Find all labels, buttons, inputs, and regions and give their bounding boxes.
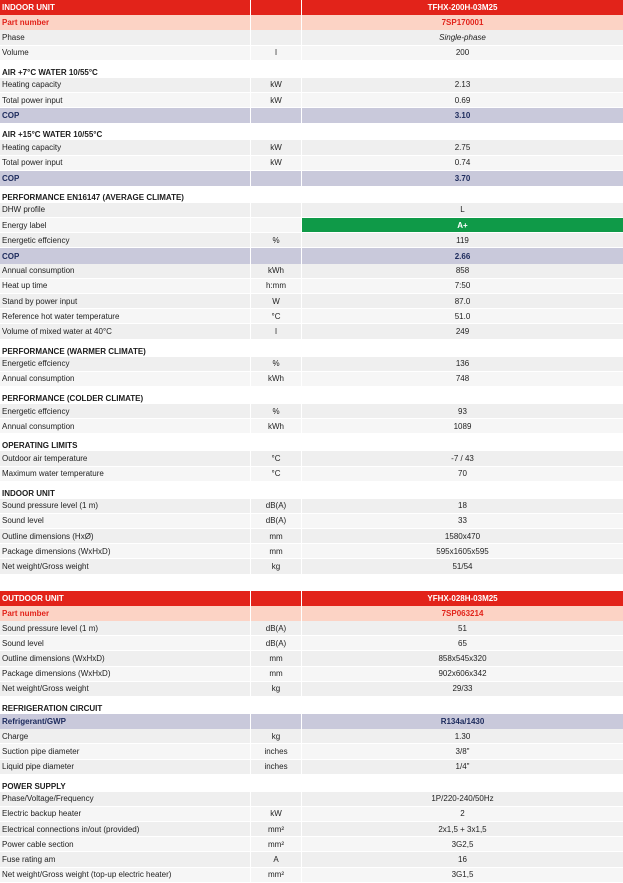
table-row: DHW profile L — [0, 203, 623, 218]
table-row: Package dimensions (WxHxD) mm 595x1605x595 — [0, 544, 623, 559]
table-row: Sound level dB(A) 65 — [0, 636, 623, 651]
table-row: Suction pipe diameter inches 3/8" — [0, 744, 623, 759]
table-row: Annual consumption kWh 858 — [0, 264, 623, 279]
section-title-perf-average: PERFORMANCE EN16147 (AVERAGE CLIMATE) — [0, 186, 623, 203]
table-row: Phase/Voltage/Frequency 1P/220-240/50Hz — [0, 792, 623, 807]
section-title-air15: AIR +15°C WATER 10/55°C — [0, 123, 623, 140]
table-row: Energetic effciency % 93 — [0, 404, 623, 419]
table-row: Net weight/Gross weight kg 51/54 — [0, 559, 623, 574]
table-row: Heating capacity kW 2.75 — [0, 140, 623, 155]
table-row: Electrical connections in/out (provided) mm² 2x1,5 + 3x1,5 — [0, 822, 623, 837]
table-row: Sound level dB(A) 33 — [0, 514, 623, 529]
table-row: Annual consumption kWh 1089 — [0, 419, 623, 434]
table-row: Fuse rating am A 16 — [0, 852, 623, 867]
table-row: Maximum water temperature °C 70 — [0, 467, 623, 482]
table-row: Reference hot water temperature °C 51.0 — [0, 309, 623, 324]
table-row: Outline dimensions (WxHxD) mm 858x545x320 — [0, 651, 623, 666]
indoor-part-number-row: Part number 7SP170001 — [0, 15, 623, 30]
section-title-operating-limits: OPERATING LIMITS — [0, 434, 623, 451]
outdoor-model: YFHX-028H-03M25 — [301, 591, 623, 606]
section-title-perf-colder: PERFORMANCE (COLDER CLIMATE) — [0, 387, 623, 404]
energy-label-row: Energy label A+ — [0, 218, 623, 233]
section-title-indoor-unit: INDOOR UNIT — [0, 482, 623, 499]
section-title-refrigeration: REFRIGERATION CIRCUIT — [0, 697, 623, 714]
section-title-perf-warmer: PERFORMANCE (WARMER CLIMATE) — [0, 340, 623, 357]
table-row: Liquid pipe diameter inches 1/4" — [0, 760, 623, 775]
table-row: Sound pressure level (1 m) dB(A) 51 — [0, 621, 623, 636]
table-row: Charge kg 1.30 — [0, 729, 623, 744]
section-title-power-supply: POWER SUPPLY — [0, 775, 623, 792]
table-row: Annual consumption kWh 748 — [0, 372, 623, 387]
indoor-unit-title: INDOOR UNIT — [2, 3, 55, 13]
indoor-model: TFHX-200H-03M25 — [301, 0, 623, 15]
cop-row: COP 3.70 — [0, 171, 623, 186]
table-row: Volume l 200 — [0, 46, 623, 61]
table-row: Heating capacity kW 2.13 — [0, 78, 623, 93]
table-row: Package dimensions (WxHxD) mm 902x606x342 — [0, 667, 623, 682]
table-row: Heat up time h:mm 7:50 — [0, 279, 623, 294]
section-title-air7: AIR +7°C WATER 10/55°C — [0, 61, 623, 78]
table-row: Stand by power input W 87.0 — [0, 294, 623, 309]
table-row: Net weight/Gross weight kg 29/33 — [0, 682, 623, 697]
outdoor-part-number-row: Part number 7SP063214 — [0, 606, 623, 621]
table-row: Energetic effciency % 119 — [0, 233, 623, 248]
indoor-unit-header — [0, 0, 623, 15]
table-row: Net weight/Gross weight (top-up electric heater) mm² 3G1,5 — [0, 868, 623, 883]
cop-row: COP 2.66 — [0, 248, 623, 263]
outdoor-unit-header — [0, 591, 623, 606]
table-row: Total power input kW 0.69 — [0, 93, 623, 108]
cop-row: COP 3.10 — [0, 108, 623, 123]
table-row: Phase Single-phase — [0, 30, 623, 45]
table-row: Outdoor air temperature °C -7 / 43 — [0, 451, 623, 466]
table-row: Power cable section mm² 3G2,5 — [0, 837, 623, 852]
table-row: Volume of mixed water at 40°C l 249 — [0, 324, 623, 339]
refrigerant-gwp-row: Refrigerant/GWP R134a/1430 — [0, 714, 623, 729]
table-row: Electric backup heater kW 2 — [0, 807, 623, 822]
table-row: Total power input kW 0.74 — [0, 156, 623, 171]
energy-label-badge: A+ — [301, 218, 623, 232]
table-row: Outline dimensions (HxØ) mm 1580x470 — [0, 529, 623, 544]
table-row: Sound pressure level (1 m) dB(A) 18 — [0, 499, 623, 514]
table-row: Energetic effciency % 136 — [0, 357, 623, 372]
outdoor-unit-title: OUTDOOR UNIT — [2, 593, 64, 603]
